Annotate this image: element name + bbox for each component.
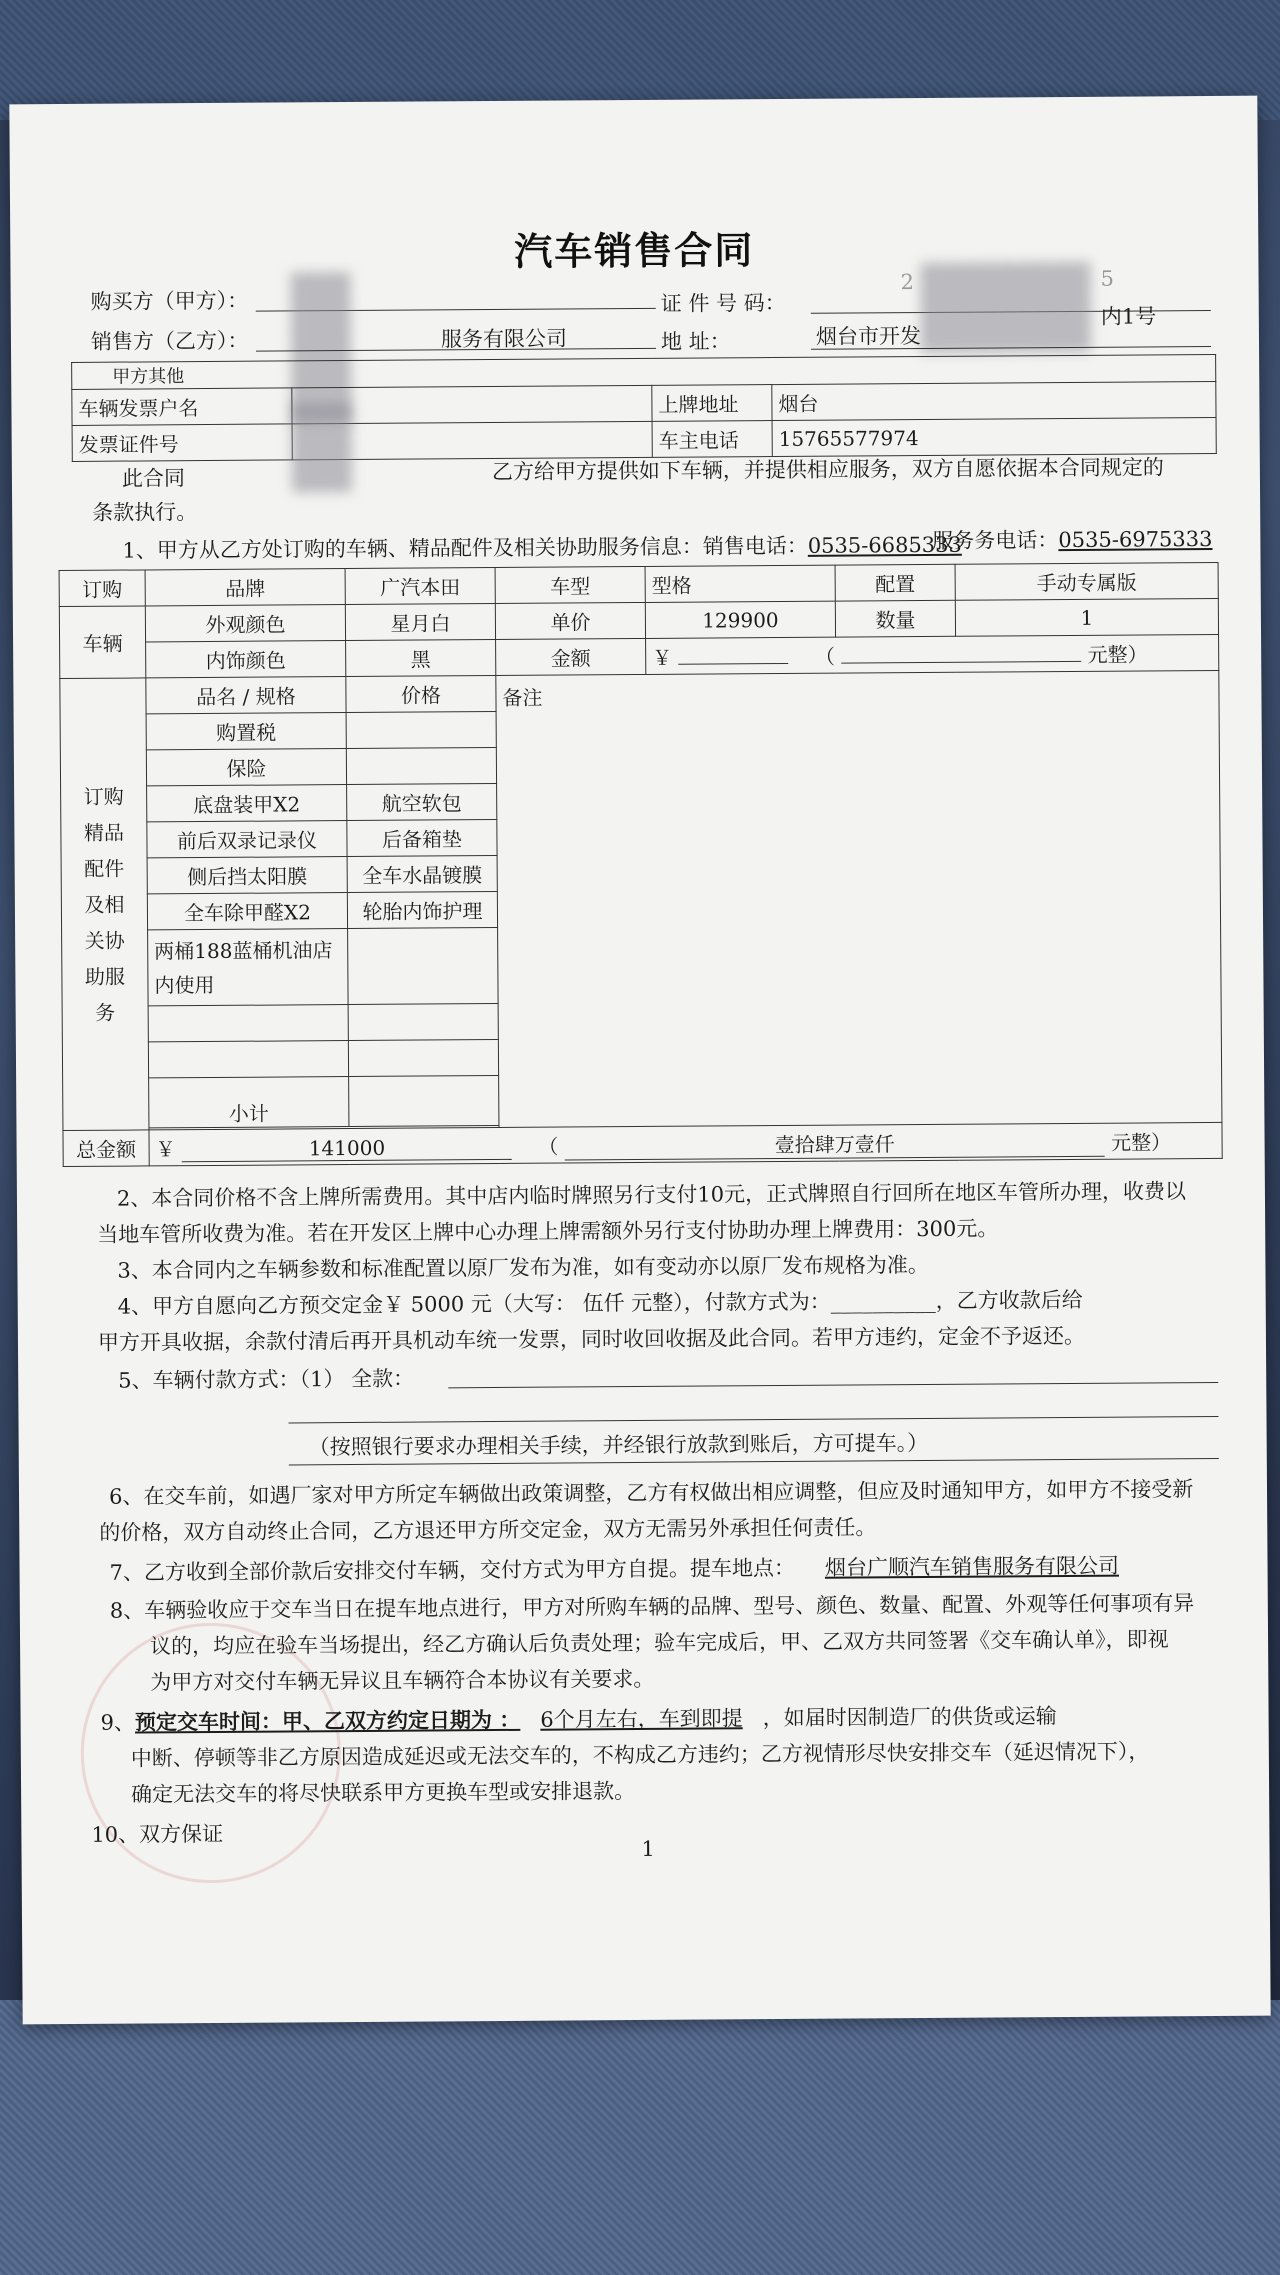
clause5-line-a bbox=[448, 1382, 1218, 1388]
redaction-id bbox=[920, 262, 1091, 353]
plate-address-label: 上牌地址 bbox=[652, 385, 772, 422]
clause2-line1: 2、本合同价格不含上牌所需费用。其中店内临时牌照另行支付10元，正式牌照自行回所在地区车管所办理，收费以 bbox=[116, 1179, 1187, 1211]
total-value: 141000 bbox=[182, 1134, 512, 1161]
amount-paren: （ bbox=[814, 644, 835, 669]
ext-color-value: 星月白 bbox=[345, 603, 495, 640]
clause8-line3: 为甲方对交付车辆无异议且车辆符合本协议有关要求。 bbox=[150, 1666, 655, 1695]
clause8-line1: 8、车辆验收应于交车当日在提车地点进行，甲方对所购车辆的品牌、型号、颜色、数量、配置、外观等任何事项有异 bbox=[109, 1591, 1195, 1623]
total-yen: ￥ bbox=[155, 1136, 176, 1161]
item-header: 品名 / 规格 bbox=[146, 677, 346, 714]
total-amount bbox=[149, 1122, 1222, 1165]
intro-a: 此合同 bbox=[121, 466, 186, 491]
config-label: 配置 bbox=[835, 564, 955, 601]
brand-label: 品牌 bbox=[145, 569, 345, 606]
unit-price-value: 129900 bbox=[645, 601, 835, 638]
int-color-label: 内饰颜色 bbox=[146, 641, 346, 678]
document-title: 汽车销售合同 bbox=[514, 228, 755, 274]
seller-label: 销售方（乙方）： bbox=[90, 328, 249, 354]
clause9-lead: 预定交车时间：甲、乙双方约定日期为 ： bbox=[134, 1706, 521, 1735]
quantity-label: 数量 bbox=[835, 600, 955, 637]
brand-value: 广汽本田 bbox=[345, 567, 495, 604]
clause1-text bbox=[122, 526, 962, 570]
addr-partial: 烟台市开发 bbox=[815, 324, 922, 349]
addr-label: 地 址： bbox=[660, 329, 731, 354]
clause10: 10、双方保证 bbox=[91, 1821, 224, 1847]
acc-row-0-name: 购置税 bbox=[146, 713, 346, 750]
acc-row-6-name: 两桶188蓝桶机油店内使用 bbox=[148, 929, 349, 1006]
acc-row-4-price: 全车水晶镀膜 bbox=[347, 855, 497, 892]
intro-line2: 条款执行。 bbox=[92, 500, 198, 525]
total-label: 总金额 bbox=[63, 1130, 149, 1167]
acc-row-8-price bbox=[348, 1039, 498, 1076]
acc-row-0-price bbox=[346, 711, 496, 748]
service-phone-text bbox=[932, 520, 1212, 560]
clause9-num: 9、 bbox=[100, 1710, 136, 1735]
other-info-label: 甲方其他 bbox=[72, 354, 1216, 389]
id-partial-b: 5 bbox=[1100, 266, 1115, 291]
clause2-line2: 当地车管所收费为准。若在开发区上牌中心办理上牌需额外另行支付协助办理上牌费用：300元。 bbox=[97, 1216, 999, 1247]
clause5-note: （按照银行要求办理相关手续，并经银行放款到账后，方可提车。） bbox=[308, 1430, 929, 1460]
amount-value bbox=[646, 634, 1219, 674]
vehicle-label: 车辆 bbox=[59, 606, 146, 679]
acc-row-6-price bbox=[348, 927, 499, 1004]
intro-b: 乙方给甲方提供如下车辆，并提供相应服务，双方自愿依据本合同规定的 bbox=[491, 455, 1164, 485]
total-words: 壹拾肆万壹仟 bbox=[565, 1126, 1105, 1160]
clause4-line1: 4、甲方自愿向乙方预交定金￥ 5000 元（大写： 伍仟 元整），付款方式为：__________，乙方收款后给 bbox=[117, 1287, 1083, 1319]
int-color-value: 黑 bbox=[346, 639, 496, 676]
order-table bbox=[59, 562, 1223, 1167]
quantity-value: 1 bbox=[955, 598, 1218, 636]
acc-row-2-name: 底盘装甲X2 bbox=[147, 785, 347, 822]
delivery-time: 6个月左右，车到即提 bbox=[540, 1706, 743, 1732]
acc-row-3-name: 前后双录记录仪 bbox=[147, 821, 347, 858]
redaction-info bbox=[291, 402, 352, 492]
sales-phone: 0535-6685333 bbox=[807, 532, 962, 558]
amount-label: 金额 bbox=[496, 638, 646, 675]
order-label: 订购 bbox=[59, 570, 145, 607]
price-header: 价格 bbox=[346, 675, 496, 712]
clause8-line2: 议的，均应在验车当场提出，经乙方确认后负责处理；验车完成后，甲、乙双方共同签署《交车确认单》，即视 bbox=[149, 1627, 1169, 1659]
clause5-line-b bbox=[289, 1416, 1219, 1423]
buyer-label: 购买方（甲方）： bbox=[90, 288, 249, 314]
config-value: 手动专属版 bbox=[955, 562, 1218, 600]
invoice-cert-label: 发票证件号 bbox=[72, 424, 292, 462]
addr-tail: 内1号 bbox=[1100, 304, 1157, 329]
unit-price-label: 单价 bbox=[495, 602, 645, 639]
note-header: 备注 bbox=[502, 685, 543, 710]
acc-row-2-price: 航空软包 bbox=[347, 783, 497, 820]
clause9-tail: ，如届时因制造厂的供货或运输 bbox=[762, 1704, 1057, 1731]
id-partial-a: 2 bbox=[900, 270, 915, 295]
id-label: 证 件 号 码： bbox=[660, 290, 786, 316]
note-cell bbox=[496, 670, 1222, 1127]
spec-label: 型格 bbox=[645, 565, 835, 602]
contract-paper bbox=[9, 96, 1270, 2025]
acc-row-3-price: 后备箱垫 bbox=[347, 819, 497, 856]
clause9-line2: 中断、停顿等非乙方原因造成延迟或无法交车的，不构成乙方违约；乙方视情形尽快安排交车（延迟情况下）， bbox=[130, 1739, 1150, 1771]
clause5: 5、车辆付款方式：（1） 全款： bbox=[118, 1366, 415, 1393]
acc-row-7-price bbox=[348, 1003, 498, 1040]
total-paren: （ bbox=[538, 1134, 559, 1159]
clause6-line2: 的价格，双方自动终止合同，乙方退还甲方所交定金，双方无需另外承担任何责任。 bbox=[99, 1515, 877, 1545]
background-fabric-bottom bbox=[0, 2000, 1280, 2275]
plate-address-value: 烟台 bbox=[772, 381, 1216, 420]
seller-name: 服务有限公司 bbox=[440, 326, 568, 352]
subtotal-value bbox=[349, 1075, 499, 1126]
page-number: 1 bbox=[641, 1836, 655, 1862]
clause3: 3、本合同内之车辆参数和标准配置以原厂发布为准，如有变动亦以原厂发布规格为准。 bbox=[117, 1252, 929, 1283]
subtotal-label: 小计 bbox=[149, 1077, 349, 1128]
acc-row-1-name: 保险 bbox=[146, 749, 346, 786]
acc-row-1-price bbox=[346, 747, 496, 784]
pickup-location: 烟台广顺汽车销售服务有限公司 bbox=[824, 1553, 1119, 1580]
accessory-side-label: 订购精品配件及相关协助服务 bbox=[60, 678, 149, 1131]
owner-phone-label: 车主电话 bbox=[652, 421, 772, 458]
acc-row-7-name bbox=[148, 1005, 348, 1042]
acc-row-5-price: 轮胎内饰护理 bbox=[347, 891, 497, 928]
ext-color-label: 外观颜色 bbox=[145, 605, 345, 642]
clause6-line1: 6、在交车前，如遇厂家对甲方所定车辆做出政策调整，乙方有权做出相应调整，但应及时通知甲方，如甲方不接受新 bbox=[108, 1477, 1194, 1509]
clause4-line2: 甲方开具收据，余款付清后再开具机动车统一发票，同时收回收据及此合同。若甲方违约，定金不予返还。 bbox=[97, 1323, 1086, 1355]
acc-row-5-name: 全车除甲醛X2 bbox=[147, 893, 347, 930]
service-label: 服务务电话： bbox=[932, 528, 1059, 553]
clause7-lead: 7、乙方收到全部价款后安排交付车辆，交付方式为甲方自提。提车地点： bbox=[109, 1555, 795, 1585]
clause9-line3: 确定无法交车的将尽快联系甲方更换车型或安排退款。 bbox=[131, 1779, 636, 1807]
owner-info-table bbox=[71, 354, 1217, 462]
invoice-name-label: 车辆发票户名 bbox=[72, 388, 292, 426]
acc-row-4-name: 侧后挡太阳膜 bbox=[147, 857, 347, 894]
total-unit: 元整） bbox=[1110, 1129, 1172, 1155]
amount-yen: ￥ bbox=[652, 645, 673, 670]
clause1-lead: 1、甲方从乙方处订购的车辆、精品配件及相关协助服务信息：销售电话： bbox=[122, 533, 808, 563]
owner-phone-value: 15765577974 bbox=[772, 417, 1216, 456]
model-label: 车型 bbox=[495, 566, 645, 603]
service-phone: 0535-6975333 bbox=[1058, 526, 1213, 553]
amount-unit: 元整） bbox=[1087, 642, 1148, 667]
acc-row-8-name bbox=[148, 1041, 348, 1078]
